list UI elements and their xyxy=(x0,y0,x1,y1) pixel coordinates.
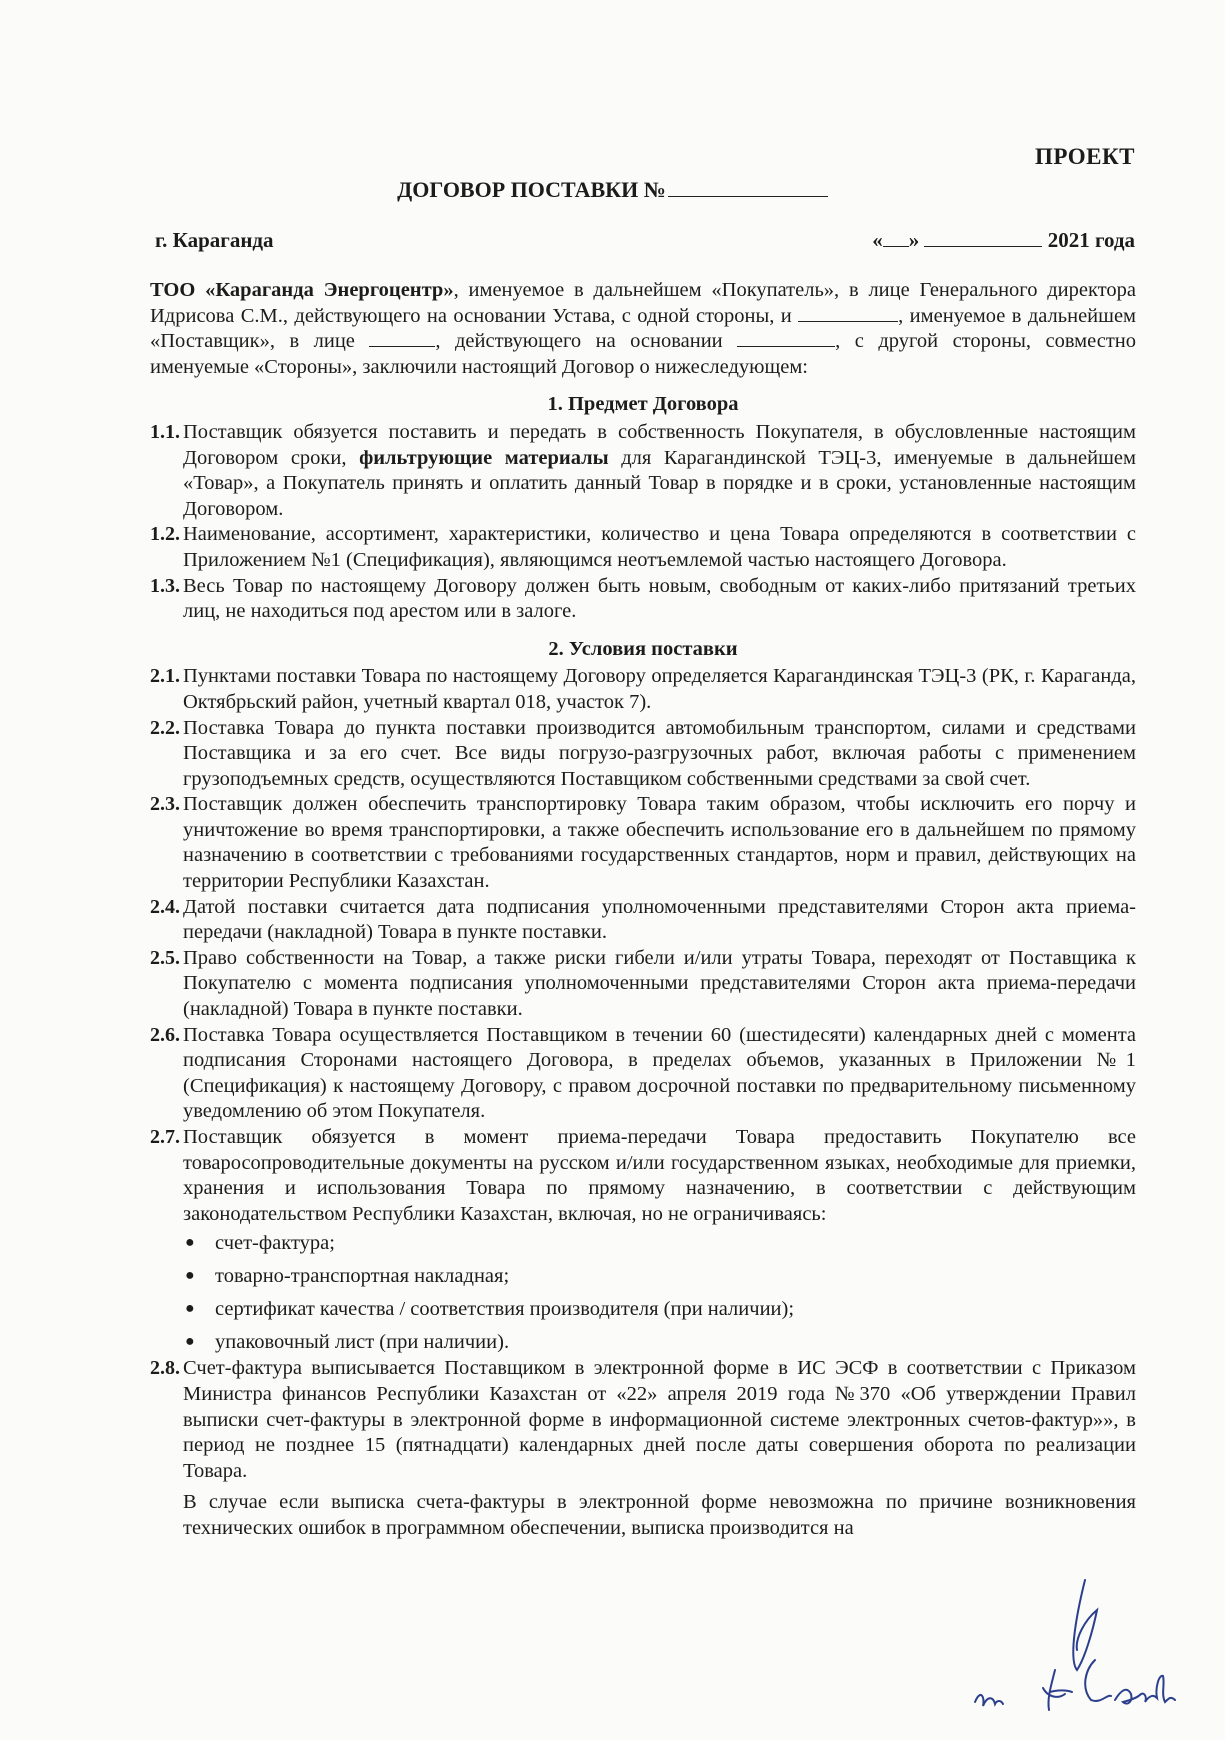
bullet-icon: ● xyxy=(185,1234,195,1252)
clause-number: 2.8. xyxy=(150,1357,180,1380)
clause-2-7 xyxy=(150,1125,1136,1227)
list-item-text: счет-фактура; xyxy=(215,1232,335,1255)
clause-number: 2.7. xyxy=(150,1126,180,1148)
clause-text-part: для Карагандинской ТЭЦ-3, именуемые в дальнейшем «Товар», а Покупатель принять и оплатить данный Товар в порядке и в сроки, установленные настоящим Договором. xyxy=(183,446,1136,520)
clause-number: 2.4. xyxy=(150,895,180,918)
signature-initials xyxy=(955,1570,1185,1720)
clause-number: 1.1. xyxy=(150,420,180,443)
clause-text: Поставщик должен обеспечить транспортировку Товара таким образом, чтобы исключить его порчу и уничтожение во время транспортировки, а также обеспечить использование его в дальнейшем по прямому назначению в соответствии с требованиями государственных стандартов, норм и правил, действующих на территории Республики Казахстан. xyxy=(183,793,1136,893)
contract-body xyxy=(150,278,1136,1542)
supplier-name-blank xyxy=(798,305,898,322)
clause-1-2 xyxy=(150,522,1136,573)
documents-list xyxy=(150,1231,1136,1356)
clause-2-2 xyxy=(150,716,1136,793)
clause-text: Поставщик обязуется в момент приема-передачи Товара предоставить Покупателю все товаросопроводительные документы на русском и/или государственном языках, необходимые для приемки, хранения и использования Товара по прямому назначению, в соответствии с действующим законодательством Республики Казахстан, включая, но не ограничиваясь: xyxy=(183,1126,1136,1225)
clause-number: 1.3. xyxy=(150,574,180,597)
clause-text: Счет-фактура выписывается Поставщиком в электронной форме в ИС ЭСФ в соответствии с Приказом Министра финансов Республики Казахстан от «22» апреля 2019 года №370 «Об утверждении Правил выписки счет-фактуры в электронной форме в информационной системе электронных счетов-фактур»», в период не позднее 15 (пятнадцати) календарных дней после даты совершения оборота по реализации Товара. xyxy=(183,1357,1136,1482)
clause-text: Наименование, ассортимент, характеристики, количество и цена Товара определяются в соответствии с Приложением №1 (Спецификация), являющимся неотъемлемой частью настоящего Договора. xyxy=(183,523,1136,571)
section-1-heading: 1. Предмет Договора xyxy=(547,393,739,416)
buyer-company: ТОО «Караганда Энергоцентр» xyxy=(150,279,454,301)
list-item-text: сертификат качества / соответствия производителя (при наличии); xyxy=(215,1298,795,1321)
list-item xyxy=(185,1297,1136,1330)
clause-2-3 xyxy=(150,792,1136,894)
clause-text: Датой поставки считается дата подписания уполномоченными представителями Сторон акта приема-передачи (накладной) Товара в пункте поставки. xyxy=(183,895,1136,944)
list-item xyxy=(185,1231,1136,1264)
clause-number: 2.3. xyxy=(150,793,180,816)
list-item xyxy=(185,1264,1136,1297)
day-blank xyxy=(883,228,909,247)
clause-2-5 xyxy=(150,946,1136,1023)
clause-2-6 xyxy=(150,1023,1136,1125)
clause-number: 2.5. xyxy=(150,946,180,969)
goods-name: фильтрующие материалы xyxy=(359,446,609,469)
list-item-text: упаковочный лист (при наличии). xyxy=(215,1331,510,1354)
clause-text-part: Поставщик обязуется поставить и передать в собственность Покупателя, в обусловленные настоящим Договором сроки, xyxy=(183,420,1136,469)
contract-title xyxy=(0,177,1225,203)
bullet-icon: ● xyxy=(185,1333,195,1351)
clause-2-8-continuation: В случае если выписка счета-фактуры в электронной форме невозможна по причине возникновения технических ошибок в программном обеспечении, выписка производится на xyxy=(183,1491,1136,1539)
contract-number-blank xyxy=(668,178,828,197)
city-date-row xyxy=(155,228,1135,253)
preamble-part-3: , действующего на основании xyxy=(435,330,738,353)
clause-1-3 xyxy=(150,574,1136,625)
clause-text: Право собственности на Товар, а также риски гибели и/или утраты Товара, переходят от Поставщика к Покупателю с момента подписания уполномоченными представителями Сторон акта приема-передачи (накладной) Товара в пункте поставки. xyxy=(183,946,1136,1021)
representative-blank xyxy=(369,330,435,347)
clause-number: 2.2. xyxy=(150,716,180,739)
clause-number: 2.1. xyxy=(150,665,180,688)
contract-date xyxy=(872,228,1135,253)
bullet-icon: ● xyxy=(185,1300,195,1318)
clause-text: Поставка Товара до пункта поставки производится автомобильным транспортом, силами и средствами Поставщика и за его счет. Все виды погрузо-разгрузочных работ, включая работы с применением грузоподъемных средств, осуществляются Поставщиком собственными средствами за свой счет. xyxy=(183,716,1136,790)
clause-2-1 xyxy=(150,664,1136,715)
date-close-quote: » xyxy=(908,228,920,252)
bullet-icon: ● xyxy=(185,1267,195,1285)
clause-text: Пунктами поставки Товара по настоящему Договору определяется Карагандинская ТЭЦ-3 (РК, г. Караганда, Октябрьский район, учетный квартал 018, участок 7). xyxy=(183,665,1136,713)
list-item xyxy=(185,1330,1136,1356)
contract-title-text: ДОГОВОР ПОСТАВКИ № xyxy=(397,177,666,202)
clause-text: Весь Товар по настоящему Договору должен быть новым, свободным от каких-либо притязаний третьих лиц, не находиться под арестом или в залоге. xyxy=(183,574,1136,623)
city: г. Караганда xyxy=(155,228,274,252)
clause-text: Поставка Товара осуществляется Поставщиком в течении 60 (шестидесяти) календарных дней с момента подписания Сторонами настоящего Договора, в пределах объемов, указанных в Приложении №1 (Спецификация) к настоящему Договору, с правом досрочной поставки по предварительному письменному уведомлению об этом Покупателя. xyxy=(183,1023,1136,1123)
month-blank xyxy=(924,228,1042,247)
draft-label: ПРОЕКТ xyxy=(1034,144,1135,169)
preamble-part-2: , именуемое в дальнейшем «Поставщик», в лице xyxy=(150,304,1137,353)
clause-2-4 xyxy=(150,895,1136,946)
list-item-text: товарно-транспортная накладная; xyxy=(215,1265,510,1288)
preamble-part-4: , с другой стороны, совместно именуемые «Стороны», заключили настоящий Договор о нижеследующем: xyxy=(150,330,1137,378)
clause-1-1 xyxy=(150,420,1136,522)
clause-number: 2.6. xyxy=(150,1023,180,1046)
date-open-quote: « xyxy=(872,228,883,252)
section-2-heading: 2. Условия поставки xyxy=(548,637,738,660)
clause-text xyxy=(183,420,1136,522)
preamble xyxy=(150,278,1136,380)
preamble-part-1: , именуемое в дальнейшем «Покупатель», в лице Генерального директора Идрисова С.М., действующего на основании Устава, с одной стороны, и xyxy=(150,279,1136,327)
date-year: 2021 года xyxy=(1047,228,1135,252)
clause-2-8 xyxy=(150,1356,1136,1484)
clause-number: 1.2. xyxy=(150,523,180,546)
basis-blank xyxy=(737,330,835,347)
